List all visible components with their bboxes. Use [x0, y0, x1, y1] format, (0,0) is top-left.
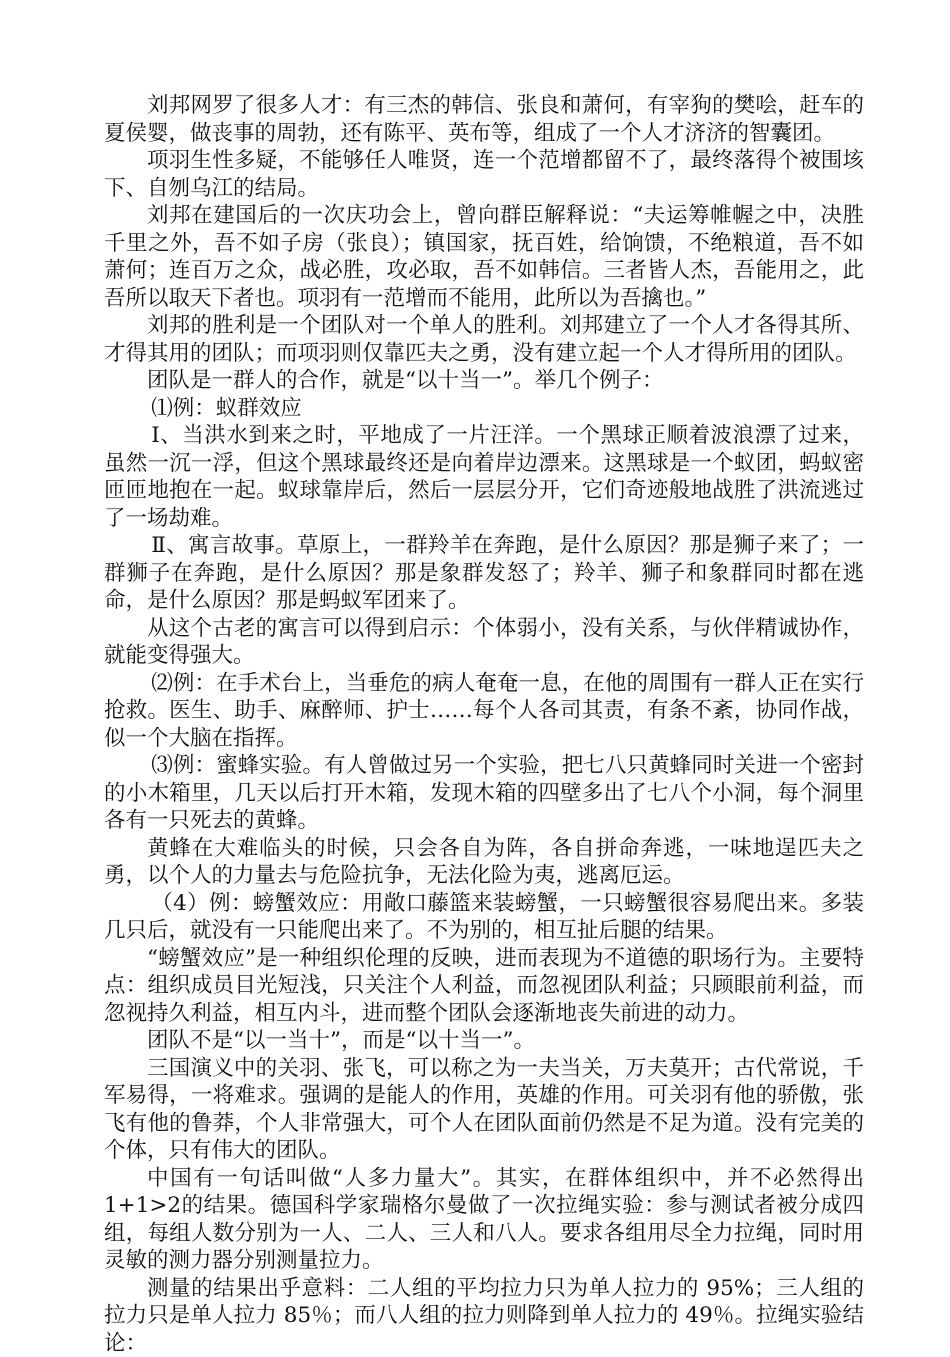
paragraph-fable: Ⅱ、寓言故事。草原上，一群羚羊在奔跑，是什么原因？那是狮子来了；一群狮子在奔跑，是什么原因？那是象群发怒了；羚羊、狮子和象群同时都在逃命，是什么原因？那是蚂蚁军团来了。	[104, 532, 864, 615]
paragraph-team-victory: 刘邦的胜利是一个团队对一个单人的胜利。刘邦建立了一个人才各得其所、才得其用的团队；而项羽则仅靠匹夫之勇，没有建立起一个人才得所用的团队。	[104, 312, 864, 367]
paragraph-ant-flood: Ⅰ、当洪水到来之时，平地成了一片汪洋。一个黑球正顺着波浪漂了过来，虽然一沉一浮，但这个黑球最终还是向着岸边漂来。这黑球是一个蚁团，蚂蚁密匝匝地抱在一起。蚁球靠岸后，然后一层层分开，它们奇迹般地战胜了洪流逃过了一场劫难。	[104, 422, 864, 532]
document-page	[104, 92, 864, 1357]
paragraph-rope-results: 测量的结果出乎意料：二人组的平均拉力只为单人拉力的 95%；三人组的拉力只是单人拉力 85％；而八人组的拉力则降到单人拉力的 49％。拉绳实验结论：	[104, 1275, 864, 1357]
paragraph-team-not-one-for-ten: 团队不是“以一当十”，而是“以十当一”。	[104, 1027, 864, 1055]
paragraph-fable-lesson: 从这个古老的寓言可以得到启示：个体弱小，没有关系，与伙伴精诚协作，就能变得强大。	[104, 615, 864, 670]
paragraph-example-3-bees: ⑶例：蜜蜂实验。有人曾做过另一个实验，把七八只黄蜂同时关进一个密封的小木箱里，几天以后打开木箱，发现木箱的四壁多出了七八个小洞，每个洞里各有一只死去的黄蜂。	[104, 752, 864, 835]
paragraph-liu-bang-talents: 刘邦网罗了很多人才：有三杰的韩信、张良和萧何，有宰狗的樊哙，赶车的夏侯婴，做丧事的周勃，还有陈平、英布等，组成了一个人才济济的智囊团。	[104, 92, 864, 147]
paragraph-team-definition: 团队是一群人的合作，就是“以十当一”。举几个例子：	[104, 367, 864, 395]
paragraph-example-2-surgery: ⑵例：在手术台上，当垂危的病人奄奄一息，在他的周围有一群人正在实行抢救。医生、助手、麻醉师、护士……每个人各司其责，有条不紊，协同作战，似一个大脑在指挥。	[104, 670, 864, 753]
paragraph-example-4-crabs: （4）例：螃蟹效应：用敞口藤篮来装螃蟹，一只螃蟹很容易爬出来。多装几只后，就没有一只能爬出来了。不为别的，相互扯后腿的结果。	[104, 890, 864, 945]
paragraph-crab-effect: “螃蟹效应”是一种组织伦理的反映，进而表现为不道德的职场行为。主要特点：组织成员目光短浅，只关注个人利益，而忽视团队利益；只顾眼前利益，而忽视持久利益，相互内斗，进而整个团队会逐渐地丧失前进的动力。	[104, 945, 864, 1028]
paragraph-xiang-yu-suspicious: 项羽生性多疑，不能够任人唯贤，连一个范增都留不了，最终落得个被围垓下、自刎乌江的结局。	[104, 147, 864, 202]
paragraph-wasp-lesson: 黄蜂在大难临头的时候，只会各自为阵，各自拼命奔逃，一味地逞匹夫之勇，以个人的力量去与危险抗争，无法化险为夷，逃离厄运。	[104, 835, 864, 890]
heading-example-1: ⑴例：蚁群效应	[104, 395, 864, 423]
paragraph-three-kingdoms: 三国演义中的关羽、张飞，可以称之为一夫当关，万夫莫开；古代常说，千军易得，一将难求。强调的是能人的作用，英雄的作用。可关羽有他的骄傲，张飞有他的鲁莽，个人非常强大，可个人在团队面前仍然是不足为道。没有完美的个体，只有伟大的团队。	[104, 1055, 864, 1165]
paragraph-rope-experiment: 中国有一句话叫做“人多力量大”。其实，在群体组织中，并不必然得出1+1>2的结果。德国科学家瑞格尔曼做了一次拉绳实验：参与测试者被分成四组，每组人数分别为一人、二人、三人和八人。要求各组用尽全力拉绳，同时用灵敏的测力器分别测量拉力。	[104, 1165, 864, 1275]
paragraph-celebration-speech: 刘邦在建国后的一次庆功会上，曾向群臣解释说：“夫运筹帷幄之中，决胜千里之外，吾不如子房（张良）；镇国家，抚百姓，给饷馈，不绝粮道，吾不如萧何；连百万之众，战必胜，攻必取，吾不如韩信。三者皆人杰，吾能用之，此吾所以取天下者也。项羽有一范增而不能用，此所以为吾擒也。”	[104, 202, 864, 312]
